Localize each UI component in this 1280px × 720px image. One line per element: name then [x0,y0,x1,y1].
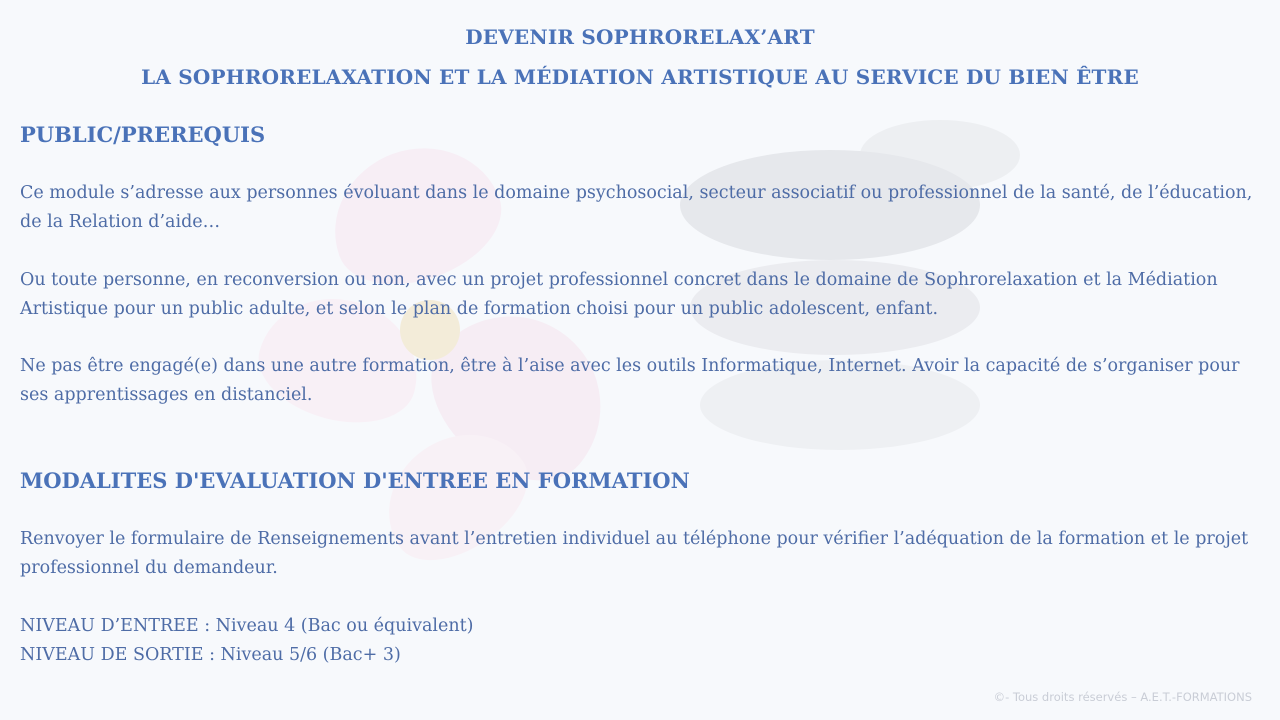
slide-subtitle: LA SOPHRORELAXATION ET LA MÉDIATION ARTISTIQUE AU SERVICE DU BIEN ÊTRE [141,65,1139,89]
niveau-entree: NIVEAU D’ENTREE : Niveau 4 (Bac ou équivalent) [20,616,474,636]
public-paragraph-1: Ce module s’adresse aux personnes évoluant dans le domaine psychosocial, secteur associatif ou professionnel de la santé, de l’éducation, de la Relation d’aide… [20,183,1253,232]
niveau-sortie: NIVEAU DE SORTIE : Niveau 5/6 (Bac+ 3) [20,645,401,665]
evaluation-paragraph: Renvoyer le formulaire de Renseignements avant l’entretien individuel au téléphone pour vérifier l’adéquation de la formation et le projet professionnel du demandeur. [20,529,1249,578]
slide-title: DEVENIR SOPHRORELAX’ART [465,25,815,49]
public-paragraph-3: Ne pas être engagé(e) dans une autre formation, être à l’aise avec les outils Informatique, Internet. Avoir la capacité de s’organiser pour ses apprentissages en distanciel. [20,356,1240,405]
copyright-footer: ©- Tous droits réservés – A.E.T.-FORMATIONS [993,690,1252,704]
modalites-evaluation-heading: MODALITES D'EVALUATION D'ENTREE EN FORMATION [20,468,690,493]
public-prerequis-heading: PUBLIC/PREREQUIS [20,122,266,147]
niveau-block [20,612,1260,670]
public-paragraph-2: Ou toute personne, en reconversion ou non, avec un projet professionnel concret dans le domaine de Sophrorelaxation et la Médiation Artistique pour un public adulte, et selon le plan de formation choisi pour un public adolescent, enfant. [20,270,1218,319]
